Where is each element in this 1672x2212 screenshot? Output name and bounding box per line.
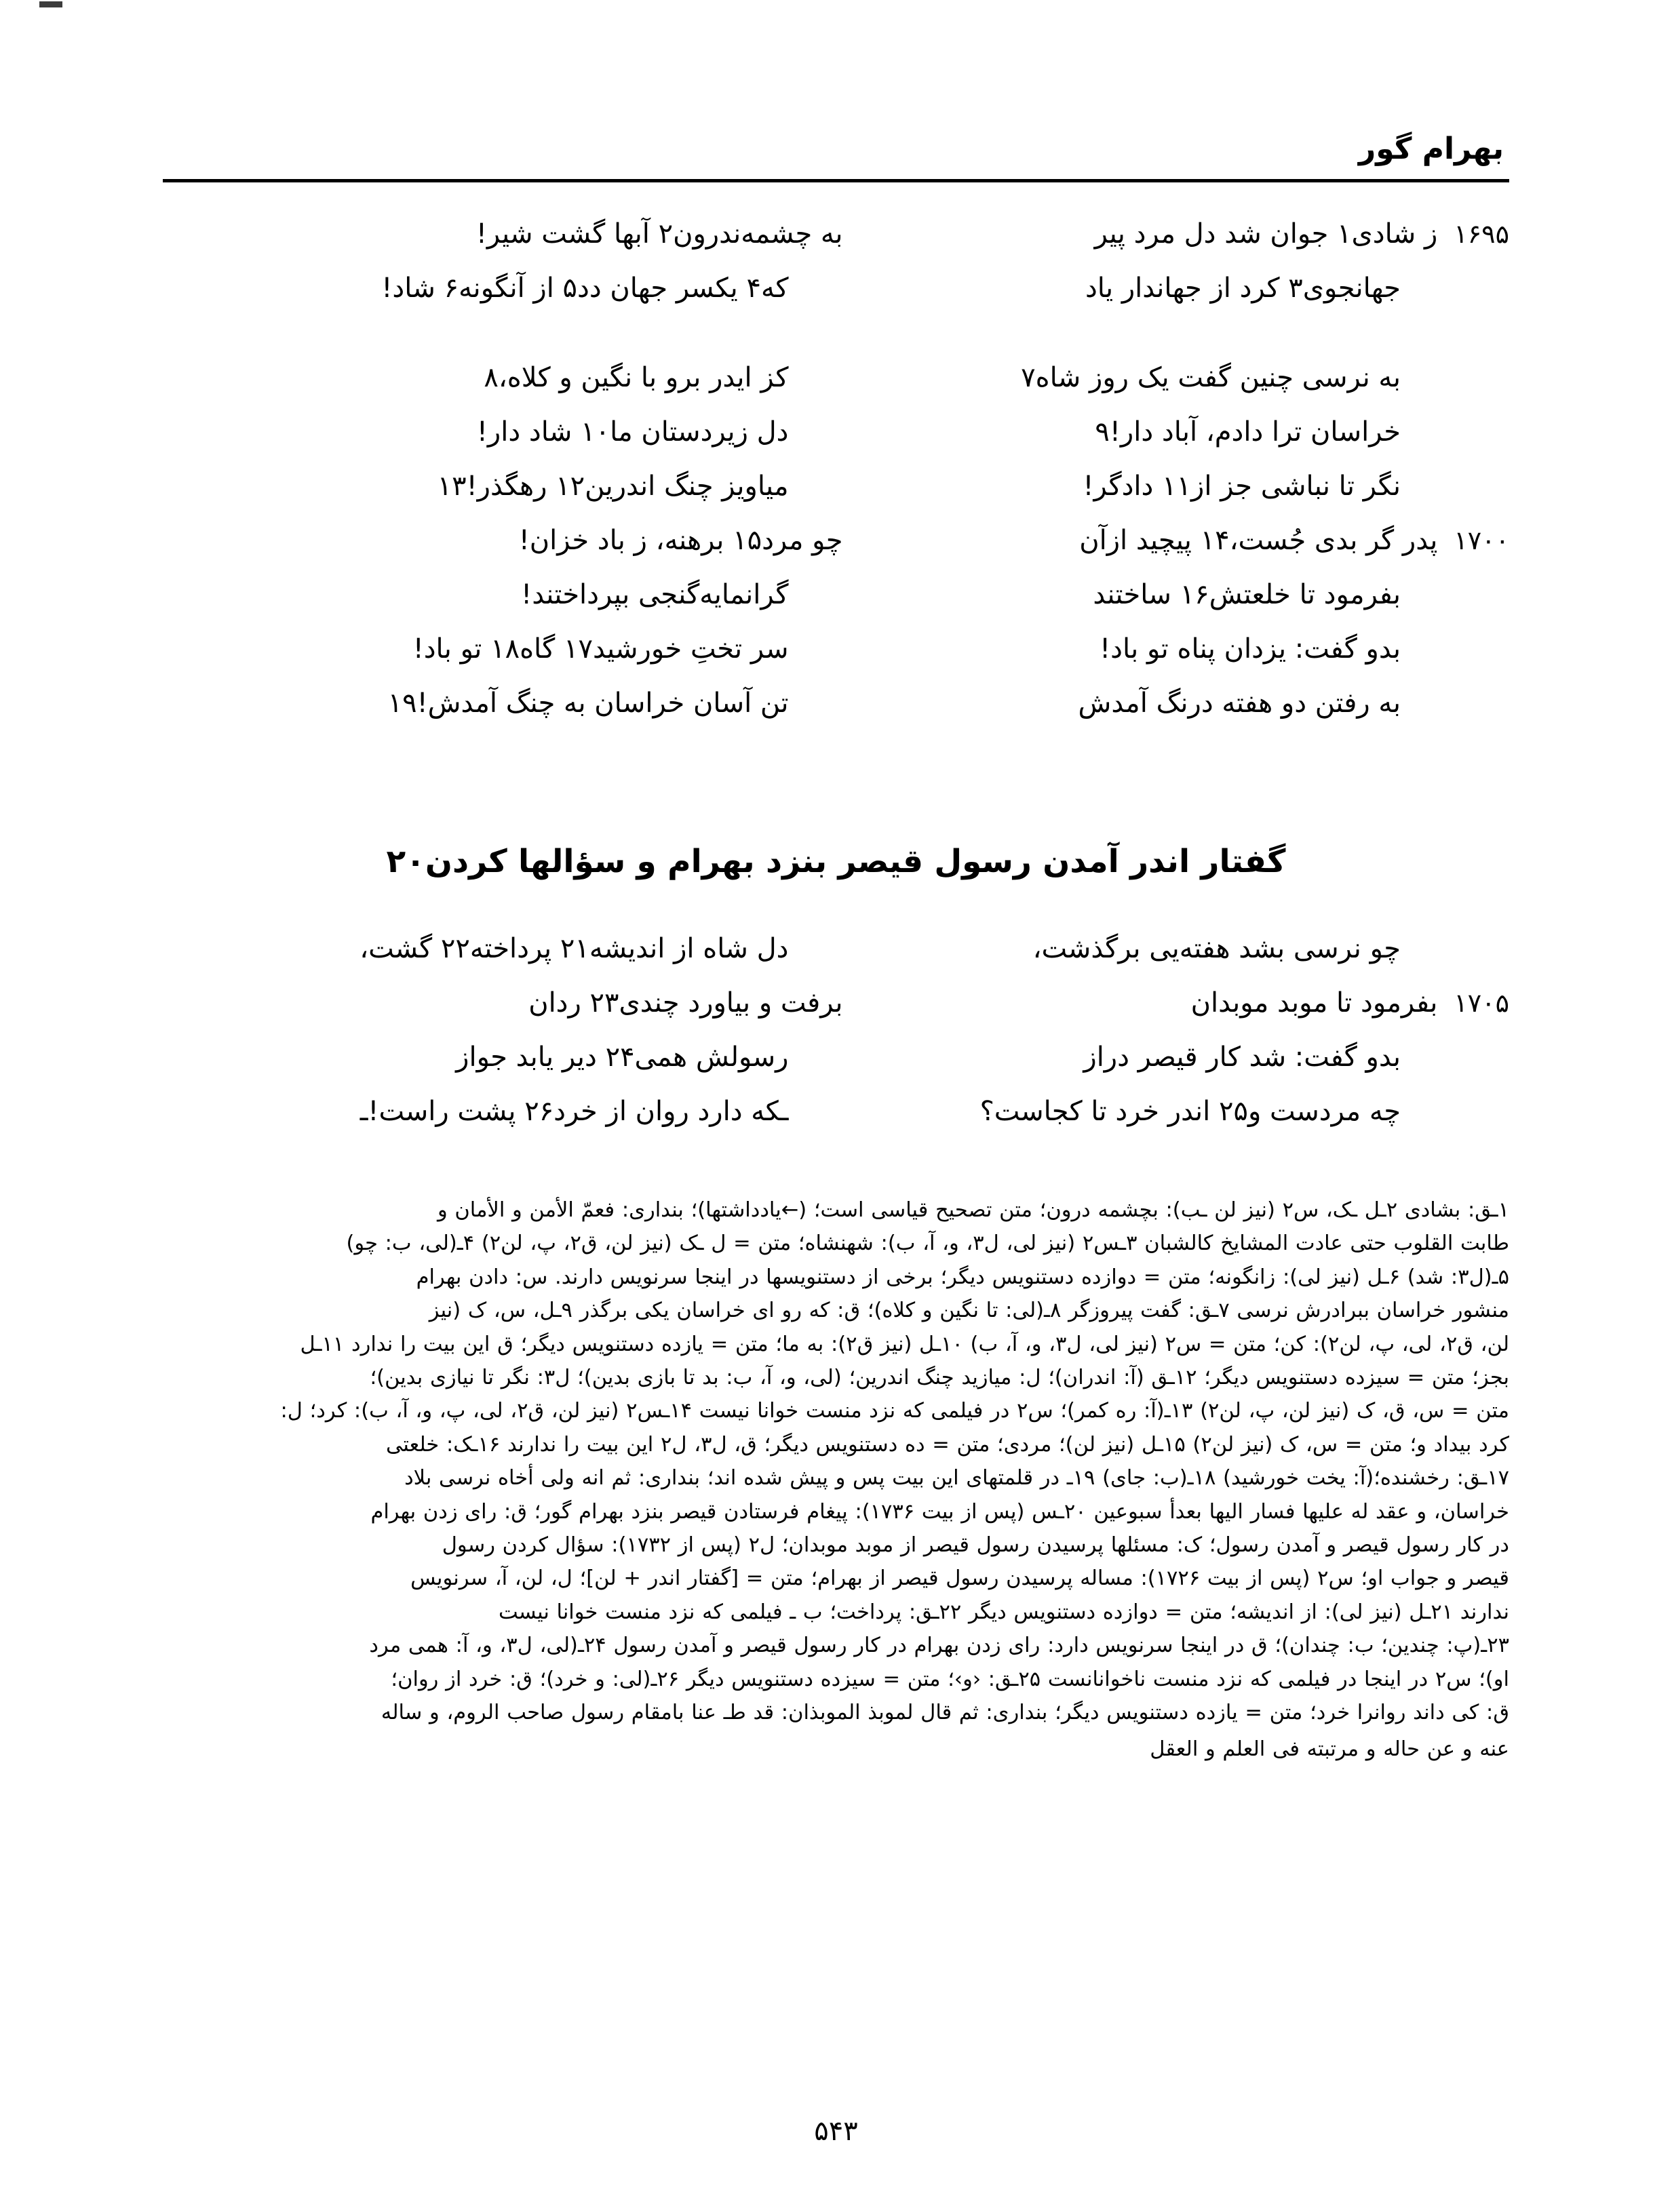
hemistich-right: بدو گفت: یزدان پناه تو باد! bbox=[1100, 633, 1401, 665]
hemistich-left: برفت و بیاورد چندی۲۳ ردان bbox=[528, 987, 843, 1019]
footnote-line: ۱ـق: بشادی ۲ـل ـک، س۲ (نیز لن ـب): بچشمه درون؛ متن تصحیح قیاسی است؛ (←یادداشتها)؛ بنداری: فعمّ الأمن و الأمان و bbox=[437, 1198, 1509, 1222]
hemistich-text: بفرمود تا موبد موبدان bbox=[1190, 987, 1438, 1019]
hemistich-text: ز شادی۱ جوان شد دل مرد پیر bbox=[1094, 218, 1438, 250]
hemistich-left: به چشمه‌ندرون۲ آبها گشت شیر! bbox=[475, 218, 843, 250]
hemistich-left: چو مرد۱۵ برهنه، ز باد خزان! bbox=[518, 525, 843, 556]
hemistich-right: چو نرسی بشد هفته‌یی برگذشت، bbox=[1032, 933, 1401, 964]
hemistich-right: بفرمود تا خلعتش۱۶ ساختند bbox=[1093, 579, 1401, 610]
footnote-line: ۱۷ـق: رخشنده؛(آ: یخت خورشید) ۱۸ـ(ب: جای) ۱۹ـ در قلمتهای این بیت پس و پیش شده اند؛ بنداری: ثم انه ولی أخاه نرسی بلاد bbox=[404, 1466, 1509, 1490]
couplet bbox=[163, 685, 1509, 739]
footnote-line: قیصر و جواب او؛ س۲ (پس از بیت ۱۷۲۶): مساله پرسیدن رسول قیصر از بهرام؛ متن = [گفتار اندر + لن]؛ ل، لن، آ، سرنویس bbox=[410, 1566, 1509, 1591]
footnote-line: ق: کی داند روانرا خرد؛ متن = یازده دستنویس دیگر؛ بنداری: ثم قال لموبذ الموبذان: قد طـ عنا بامقام رسول صاحب الروم، و ساله bbox=[381, 1701, 1509, 1725]
couplet bbox=[163, 359, 1509, 414]
hemistich-right: نگر تا نباشی جز از۱۱ دادگر! bbox=[1083, 471, 1401, 502]
hemistich-left: کز ایدر برو با نگین و کلاه،۸ bbox=[484, 362, 789, 393]
couplet bbox=[163, 216, 1509, 270]
hemistich-left: تن آسان خراسان به چنگ آمدش!۱۹ bbox=[387, 688, 789, 719]
running-head-title: بهرام گور bbox=[1358, 132, 1504, 166]
hemistich-right: خراسان ترا دادم، آباد دار!۹ bbox=[1095, 416, 1401, 448]
couplet bbox=[163, 631, 1509, 685]
couplet bbox=[163, 1039, 1509, 1093]
section-heading: گفتار اندر آمدن رسول قیصر بنزد بهرام و سؤالها کردن۲۰ bbox=[386, 843, 1286, 880]
hemistich-left: رسولش همی۲۴ دیر یابد جواز bbox=[456, 1042, 789, 1073]
hemistich-left: میاویز چنگ اندرین۱۲ رهگذر!۱۳ bbox=[437, 471, 789, 502]
hemistich-right: به نرسی چنین گفت یک روز شاه۷ bbox=[1021, 362, 1401, 393]
hemistich-left: گرانمایه‌گنجی بپرداختند! bbox=[521, 579, 789, 610]
hemistich-right bbox=[843, 522, 1510, 559]
couplet bbox=[163, 930, 1509, 985]
footnote-line: منشور خراسان ببرادرش نرسی ۷ـق: گفت پیروزگر ۸ـ(لی: تا نگین و کلاه)؛ ق: که رو ای خراسان یکی برگذر ۹ـل، س، ک (نیز bbox=[429, 1299, 1509, 1323]
hemistich-left: ـکه دارد روان از خرد۲۶ پشت راست!ـ bbox=[359, 1096, 789, 1127]
footnote-line: در کار رسول قیصر و آمدن رسول؛ ک: مسئلها پرسیدن رسول قیصر از موبد موبدان؛ ل۲ (پس از ۱۷۳۲): سؤال کردن رسول bbox=[442, 1533, 1509, 1558]
line-number: ۱۷۰۵ bbox=[1454, 988, 1509, 1018]
hemistich-right bbox=[843, 216, 1510, 252]
footnote-line: لن، ق۲، لی، پ، لن۲): کن؛ متن = س۲ (نیز لی، ل۳، و، آ، ب) ۱۰ـل (نیز ق۲): به ما؛ متن = یازده دستنویس دیگر؛ ق این بیت را ندارد ۱۱ـل bbox=[300, 1332, 1509, 1356]
footnote-arabic-tail: عنه و عن حاله و مرتبته فی العلم و العقل bbox=[1150, 1737, 1509, 1761]
couplet bbox=[163, 414, 1509, 468]
couplet bbox=[163, 985, 1509, 1039]
footnote-line: ۵ـ(ل۳: شد) ۶ـل (نیز لی): زانگونه؛ متن = دوازده دستنویس دیگر؛ برخی از دستنویسها در اینجا سرنویس دارند. س: دادن بهرام bbox=[416, 1265, 1509, 1289]
hemistich-right: جهانجوی۳ کرد از جهاندار یاد bbox=[1085, 273, 1401, 304]
stanza bbox=[163, 216, 1509, 324]
running-head bbox=[163, 133, 1509, 180]
couplet bbox=[163, 1093, 1509, 1147]
footnote-line: کرد بیداد و؛ متن = س، ک (نیز لن۲) ۱۵ـل (نیز لن)؛ مردی؛ متن = ده دستنویس دیگر؛ ق، ل۳، ل۲ این بیت را ندارند ۱۶ـک: خلعتی bbox=[386, 1432, 1509, 1457]
footnote-line: بجز؛ متن = سیزده دستنویس دیگر؛ ۱۲ـق (آ: اندران)؛ ل: میازید چنگ اندرین؛ (لی، و، آ، ب: بد تا بازی بدین)؛ ل۳: نگر تا نیازی بدین)؛ bbox=[370, 1366, 1509, 1390]
footnote-line: طابت القلوب حتی عادت المشایخ کالشبان ۳ـس۲ (نیز لی، ل۳، و، آ، ب): شهنشاه؛ متن = ل ـک (نیز لن، ق۲، پ، لن۲) ۴ـ(لی، ب: چو) bbox=[346, 1231, 1509, 1256]
hemistich-right: به رفتن دو هفته درنگ آمدش bbox=[1078, 688, 1401, 719]
hemistich-left: دل زیردستان ما۱۰ شاد دار! bbox=[476, 416, 789, 448]
line-number: ۱۶۹۵ bbox=[1454, 219, 1509, 249]
hemistich-right: چه مردست و۲۵ اندر خرد تا کجاست؟ bbox=[979, 1096, 1401, 1127]
page-number: ۵۴۳ bbox=[814, 2116, 858, 2147]
footnote-line: متن = س، ق، ک (نیز لن، پ، لن۲) ۱۳ـ(آ: ره کمر)؛ س۲ در فیلمی که نزد منست خوانا نیست ۱۴ـس۲ (نیز لن، ق۲، لی، پ، و، آ، ب): کرد؛ ل: bbox=[280, 1399, 1509, 1423]
hemistich-left: دل شاه از اندیشه۲۱ پرداخته۲۲ گشت، bbox=[359, 933, 789, 964]
footnote-line: ۲۳ـ(پ: چندین؛ ب: چندان)؛ ق در اینجا سرنویس دارد: رای زدن بهرام در کار رسول قیصر و آمدن رسول ۲۴ـ(لی، ل۳، و، آ: همی مرد bbox=[369, 1634, 1509, 1658]
scan-artifact bbox=[39, 1, 62, 7]
couplet bbox=[163, 576, 1509, 631]
footnote-line: خراسان، و عقد له علیها فسار الیها بعدأ سبوعین ۲۰ـس (پس از بیت ۱۷۳۶): پیغام فرستادن قیصر بنزد بهرام گور؛ ق: رای زدن بهرام bbox=[370, 1499, 1509, 1524]
footnote-line: ندارند ۲۱ـل (نیز لی): از اندیشه؛ متن = دوازده دستنویس دیگر ۲۲ـق: پرداخت؛ ب ـ فیلمی که نزد منست خوانا نیست bbox=[498, 1600, 1509, 1624]
couplet bbox=[163, 468, 1509, 522]
hemistich-text: پدر گر بدی جُست،۱۴ پیچید ازآن bbox=[1079, 525, 1438, 556]
stanza bbox=[163, 359, 1509, 739]
couplet bbox=[163, 522, 1509, 576]
hemistich-right: بدو گفت: شد کار قیصر دراز bbox=[1083, 1042, 1401, 1073]
hemistich-left: سر تختِ خورشید۱۷ گاه۱۸ تو باد! bbox=[412, 633, 789, 665]
footnote-line: او)؛ س۲ در اینجا در فیلمی که نزد منست ناخوانانست ۲۵ـق: ‹و›؛ متن = سیزده دستنویس دیگر ۲۶ـ(لی: و خرد)؛ ق: خرد از روان؛ bbox=[391, 1667, 1509, 1691]
line-number: ۱۷۰۰ bbox=[1454, 526, 1509, 555]
header-rule bbox=[163, 179, 1509, 182]
verse-area-bottom bbox=[163, 930, 1509, 1183]
verse-area-top bbox=[163, 216, 1509, 774]
couplet bbox=[163, 270, 1509, 324]
hemistich-left: که۴ یکسر جهان دد۵ از آنگونه۶ شاد! bbox=[381, 273, 789, 304]
footnote-apparatus bbox=[163, 1193, 1509, 1766]
hemistich-right bbox=[843, 985, 1510, 1021]
stanza bbox=[163, 930, 1509, 1147]
